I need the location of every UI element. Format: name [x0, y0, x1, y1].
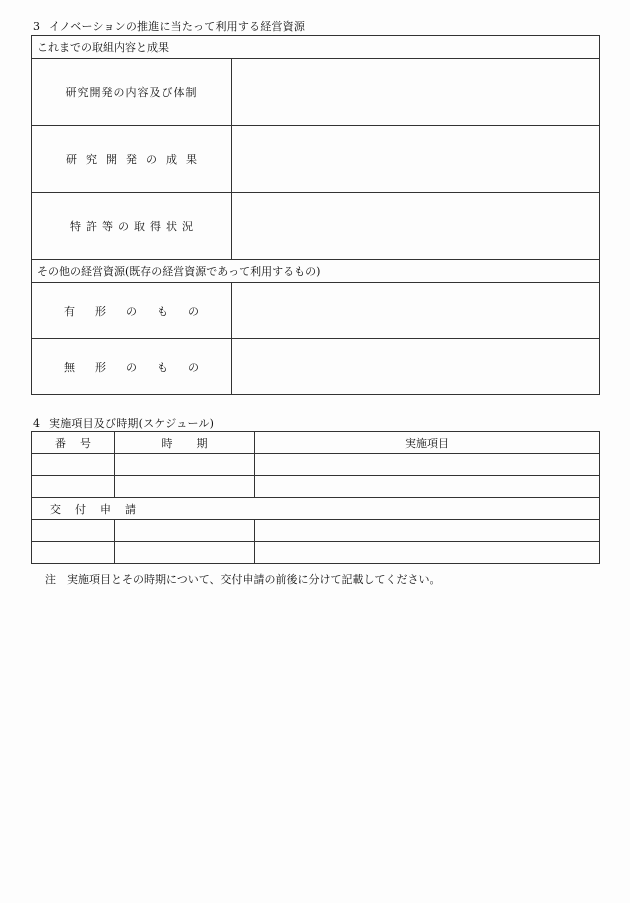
rd-content-field[interactable]	[232, 59, 600, 126]
item-cell[interactable]	[255, 476, 600, 498]
resources-table	[31, 35, 600, 395]
section3-heading	[33, 18, 305, 34]
table-row	[32, 454, 600, 476]
period-cell[interactable]	[115, 454, 255, 476]
section4-number: 4	[33, 417, 41, 430]
grant-application-row	[32, 498, 600, 520]
col-header-period: 時期	[115, 432, 255, 454]
table-row	[32, 542, 600, 564]
grant-application-label: 交付申請	[32, 498, 600, 520]
patent-status-field[interactable]	[232, 193, 600, 260]
intangible-label: 無形のもの	[32, 339, 232, 395]
table-row	[32, 126, 600, 193]
tangible-field[interactable]	[232, 283, 600, 339]
intangible-field[interactable]	[232, 339, 600, 395]
table-row	[32, 193, 600, 260]
number-cell[interactable]	[32, 454, 115, 476]
period-cell[interactable]	[115, 542, 255, 564]
section3-number: 3	[33, 20, 41, 33]
section4-heading	[33, 415, 214, 431]
number-cell[interactable]	[32, 476, 115, 498]
item-cell[interactable]	[255, 454, 600, 476]
section3-title: イノベーションの推進に当たって利用する経営資源	[49, 20, 306, 33]
rd-results-field[interactable]	[232, 126, 600, 193]
period-cell[interactable]	[115, 476, 255, 498]
table-row	[32, 476, 600, 498]
col-header-number: 番号	[32, 432, 115, 454]
table-row	[32, 339, 600, 395]
schedule-header-row	[32, 432, 600, 454]
table-row	[32, 283, 600, 339]
number-cell[interactable]	[32, 520, 115, 542]
col-header-item: 実施項目	[255, 432, 600, 454]
patent-status-label: 特許等の取得状況	[32, 193, 232, 260]
period-cell[interactable]	[115, 520, 255, 542]
number-cell[interactable]	[32, 542, 115, 564]
section4-title: 実施項目及び時期(スケジュール)	[49, 417, 215, 430]
subsection-achievements-label: これまでの取組内容と成果	[32, 36, 600, 59]
schedule-table	[31, 431, 600, 564]
subsection-other-resources-label: その他の経営資源(既存の経営資源であって利用するもの)	[32, 260, 600, 283]
rd-results-label: 研究開発の成果	[32, 126, 232, 193]
table-row	[32, 520, 600, 542]
table-row	[32, 59, 600, 126]
rd-content-label: 研究開発の内容及び体制	[32, 59, 232, 126]
tangible-label: 有形のもの	[32, 283, 232, 339]
schedule-note: 注 実施項目とその時期について、交付申請の前後に分けて記載してください。	[45, 573, 441, 586]
item-cell[interactable]	[255, 520, 600, 542]
item-cell[interactable]	[255, 542, 600, 564]
